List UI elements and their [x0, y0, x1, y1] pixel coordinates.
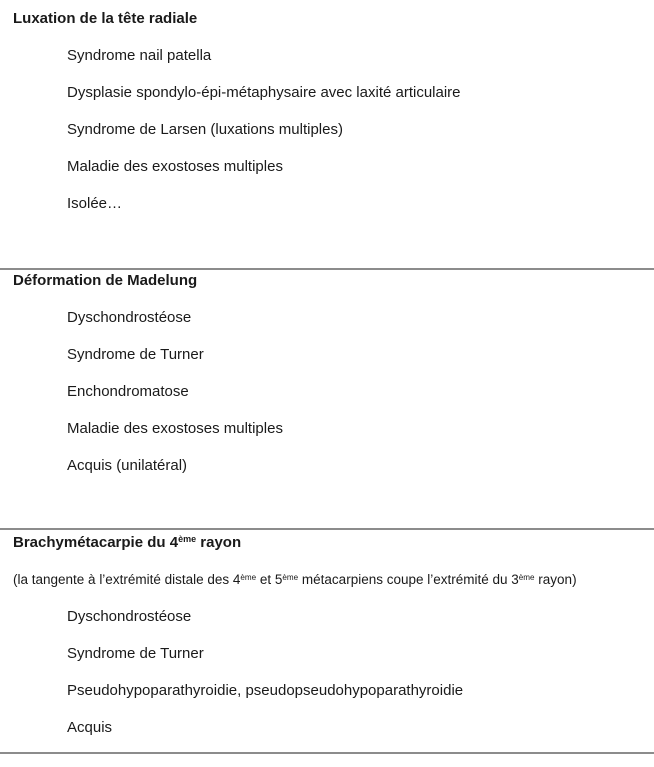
section-brachymetacarpie: [13, 534, 654, 737]
list-item: Acquis (unilatéral): [67, 457, 188, 474]
section-heading: Déformation de Madelung: [13, 272, 198, 289]
list-item: Enchondromatose: [67, 383, 189, 400]
note-text: rayon): [534, 572, 577, 587]
list-item: Acquis: [67, 719, 113, 736]
section-heading: Luxation de la tête radiale: [13, 10, 198, 27]
heading-text: Brachymétacarpie du 4: [13, 534, 179, 551]
note-superscript: ème: [240, 572, 257, 582]
section-divider: [0, 528, 654, 530]
list-item: Dyschondrostéose: [67, 608, 192, 625]
list-item: Dysplasie spondylo-épi-métaphysaire avec laxité articulaire: [67, 84, 461, 101]
section-divider: [0, 268, 654, 270]
section-divider: [0, 752, 654, 754]
note-text: (la tangente à l’extrémité distale des 4: [13, 572, 241, 587]
section-luxation-tete-radiale: [13, 10, 654, 213]
section-deformation-madelung: [13, 272, 654, 475]
heading-text: rayon: [196, 534, 242, 551]
note-text: métacarpiens coupe l’extrémité du 3: [298, 572, 519, 587]
note-superscript: ème: [282, 572, 299, 582]
list-item: Syndrome nail patella: [67, 47, 212, 64]
note-text: et 5: [256, 572, 283, 587]
list-item: Dyschondrostéose: [67, 309, 192, 326]
list-item: Syndrome de Turner: [67, 645, 204, 662]
list-item: Syndrome de Turner: [67, 346, 204, 363]
list-item: Maladie des exostoses multiples: [67, 420, 283, 437]
section-note: [13, 571, 654, 589]
list-item: Isolée…: [67, 195, 123, 212]
note-superscript: ème: [518, 572, 535, 582]
list-item: Maladie des exostoses multiples: [67, 158, 283, 175]
section-heading: [13, 534, 654, 552]
list-item: Pseudohypoparathyroidie, pseudopseudohypoparathyroidie: [67, 682, 464, 699]
list-item: Syndrome de Larsen (luxations multiples): [67, 121, 343, 138]
document-page: [13, 10, 654, 754]
heading-superscript: ème: [178, 534, 197, 545]
